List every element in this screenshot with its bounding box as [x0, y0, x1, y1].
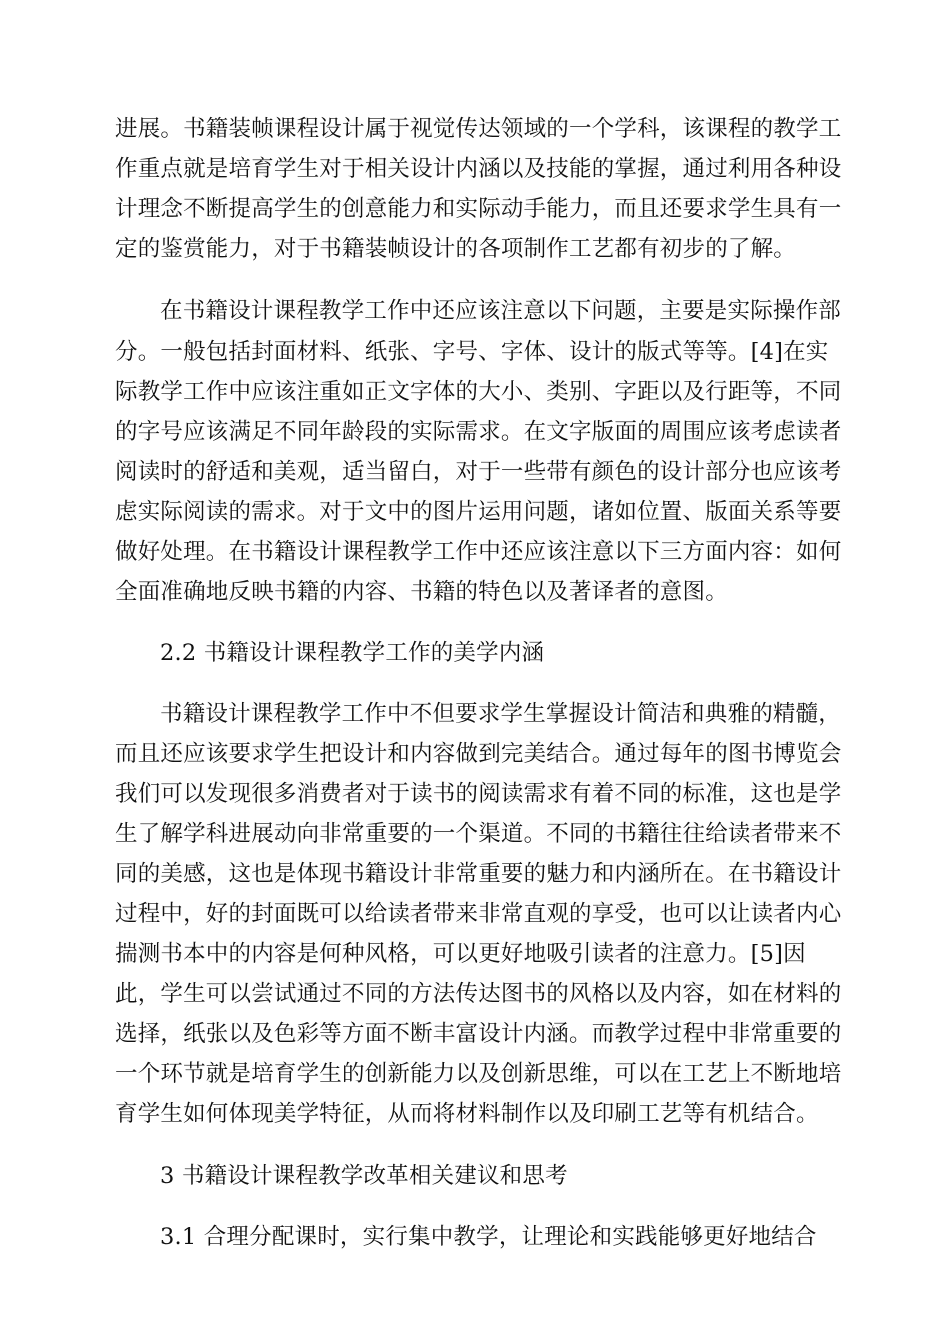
text-line: 计理念不断提高学生的创意能力和实际动手能力，而且还要求学生具有一 — [115, 196, 842, 222]
text-line: 揣测书本中的内容是何种风格，可以更好地吸引读者的注意力。[5]因 — [115, 941, 806, 967]
text-line: 分。一般包括封面材料、纸张、字号、字体、设计的版式等等。[4]在实 — [115, 339, 829, 365]
text-line: 选择，纸张以及色彩等方面不断丰富设计内涵。而教学过程中非常重要的 — [115, 1021, 842, 1047]
text-line: 书籍设计课程教学工作中不但要求学生掌握设计简洁和典雅的精髓， — [160, 701, 842, 727]
text-line: 进展。书籍装帧课程设计属于视觉传达领域的一个学科，该课程的教学工 — [115, 116, 842, 142]
text-line: 此，学生可以尝试通过不同的方法传达图书的风格以及内容，如在材料的 — [115, 981, 842, 1007]
section-heading: 3 书籍设计课程教学改革相关建议和思考 — [160, 1163, 568, 1189]
text-line: 定的鉴赏能力，对于书籍装帧设计的各项制作工艺都有初步的了解。 — [115, 236, 797, 262]
text-line: 的字号应该满足不同年龄段的实际需求。在文字版面的周围应该考虑读者 — [115, 419, 842, 445]
text-line: 过程中，好的封面既可以给读者带来非常直观的享受，也可以让读者内心 — [115, 901, 842, 927]
text-line: 在书籍设计课程教学工作中还应该注意以下问题，主要是实际操作部 — [160, 298, 842, 324]
text-line: 际教学工作中应该注重如正文字体的大小、类别、字距以及行距等，不同 — [115, 379, 842, 405]
text-line: 而且还应该要求学生把设计和内容做到完美结合。通过每年的图书博览会 — [115, 741, 842, 767]
text-line: 我们可以发现很多消费者对于读书的阅读需求有着不同的标准，这也是学 — [115, 781, 842, 807]
text-line: 育学生如何体现美学特征，从而将材料制作以及印刷工艺等有机结合。 — [115, 1101, 819, 1127]
text-line: 全面准确地反映书籍的内容、书籍的特色以及著译者的意图。 — [115, 579, 728, 605]
text-line: 虑实际阅读的需求。对于文中的图片运用问题，诸如位置、版面关系等要 — [115, 499, 842, 525]
text-line: 生了解学科进展动向非常重要的一个渠道。不同的书籍往往给读者带来不 — [115, 821, 842, 847]
text-line: 作重点就是培育学生对于相关设计内涵以及技能的掌握，通过利用各种设 — [115, 156, 842, 182]
text-line: 阅读时的舒适和美观，适当留白，对于一些带有颜色的设计部分也应该考 — [115, 459, 842, 485]
text-line: 一个环节就是培育学生的创新能力以及创新思维，可以在工艺上不断地培 — [115, 1061, 842, 1087]
section-heading: 2.2 书籍设计课程教学工作的美学内涵 — [160, 640, 545, 666]
subsection-heading: 3.1 合理分配课时，实行集中教学，让理论和实践能够更好地结合 — [160, 1224, 817, 1250]
text-line: 同的美感，这也是体现书籍设计非常重要的魅力和内涵所在。在书籍设计 — [115, 861, 842, 887]
text-line: 做好处理。在书籍设计课程教学工作中还应该注意以下三方面内容：如何 — [115, 539, 842, 565]
